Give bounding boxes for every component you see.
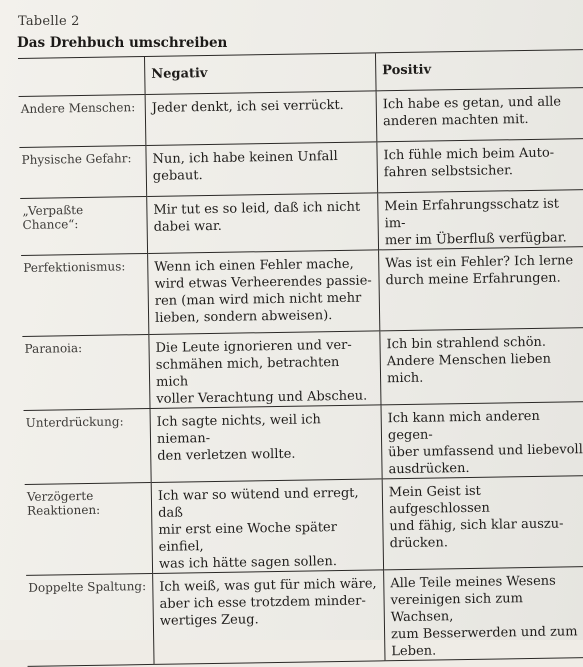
row-negative: Jeder denkt, ich sei verrückt. (145, 91, 377, 146)
table-row (25, 476, 583, 576)
row-positive: Ich habe es getan, und alle anderen machten mit. (376, 88, 583, 142)
row-negative: Mir tut es so leid, daß ich nicht dabei war. (147, 193, 379, 254)
table-row (22, 328, 583, 411)
table-caption: Tabelle 2 (18, 14, 80, 29)
row-positive: Was ist ein Fehler? Ich lerne durch meine Erfahrungen. (379, 247, 583, 331)
row-label: Paranoia: (22, 334, 150, 410)
row-negative: Ich war so wütend und erregt, daß mir erst eine Woche später einfiel, was ich hätte sagen sollen. (151, 479, 383, 574)
header-empty-cell (18, 57, 145, 97)
table-row (21, 247, 583, 337)
row-positive: Ich kann mich anderen gegen- über umfassend und liebevoll ausdrücken. (381, 402, 583, 479)
row-label: Andere Menschen: (19, 95, 146, 148)
table-title: Das Drehbuch umschreiben (17, 35, 228, 51)
row-negative: Die Leute ignorieren und ver- schmähen mich, betrachten mich voller Verachtung und Abscheu. (149, 331, 381, 409)
table-row (19, 88, 583, 148)
table-row (19, 139, 583, 199)
row-label: Doppelte Spaltung: (26, 573, 154, 666)
row-negative: Ich weiß, was gut für mich wäre, aber ich esse trotzdem minder- wertiges Zeug. (153, 570, 385, 665)
row-positive: Mein Geist ist aufgeschlossen und fähig, sich klar auszu- drücken. (382, 476, 583, 570)
script-rewrite-table (18, 49, 583, 667)
table-row (20, 190, 583, 256)
row-positive: Ich fühle mich beim Auto- fahren selbstsicher. (377, 139, 583, 193)
row-negative: Ich sagte nichts, weil ich nieman- den verletzen wollte. (150, 405, 382, 483)
table-row (24, 402, 583, 485)
row-label: Unterdrückung: (24, 408, 152, 484)
header-positive: Positiv (375, 50, 583, 91)
row-positive: Alle Teile meines Wesens vereinigen sich zum Wachsen, zum Besserwerden und zum Leben. (384, 567, 583, 661)
table-row (26, 567, 583, 667)
row-label: Physische Gefahr: (19, 146, 146, 199)
row-positive: Ich bin strahlend schön. Andere Menschen lieben mich. (380, 328, 583, 405)
row-negative: Nun, ich habe keinen Unfall gebaut. (146, 142, 378, 197)
row-label: „Verpaßte Chance“: (20, 196, 147, 255)
row-positive: Mein Erfahrungsschatz ist im- mer im Überfluß verfügbar. (378, 190, 583, 250)
header-negative: Negativ (144, 53, 376, 95)
row-label: Verzögerte Reaktionen: (25, 482, 153, 575)
row-label: Perfektionismus: (21, 253, 149, 336)
row-negative: Wenn ich einen Fehler mache, wird etwas Verheerendes passie- ren (man wird mich nicht mehr lieben, sondern abweisen). (148, 250, 380, 335)
